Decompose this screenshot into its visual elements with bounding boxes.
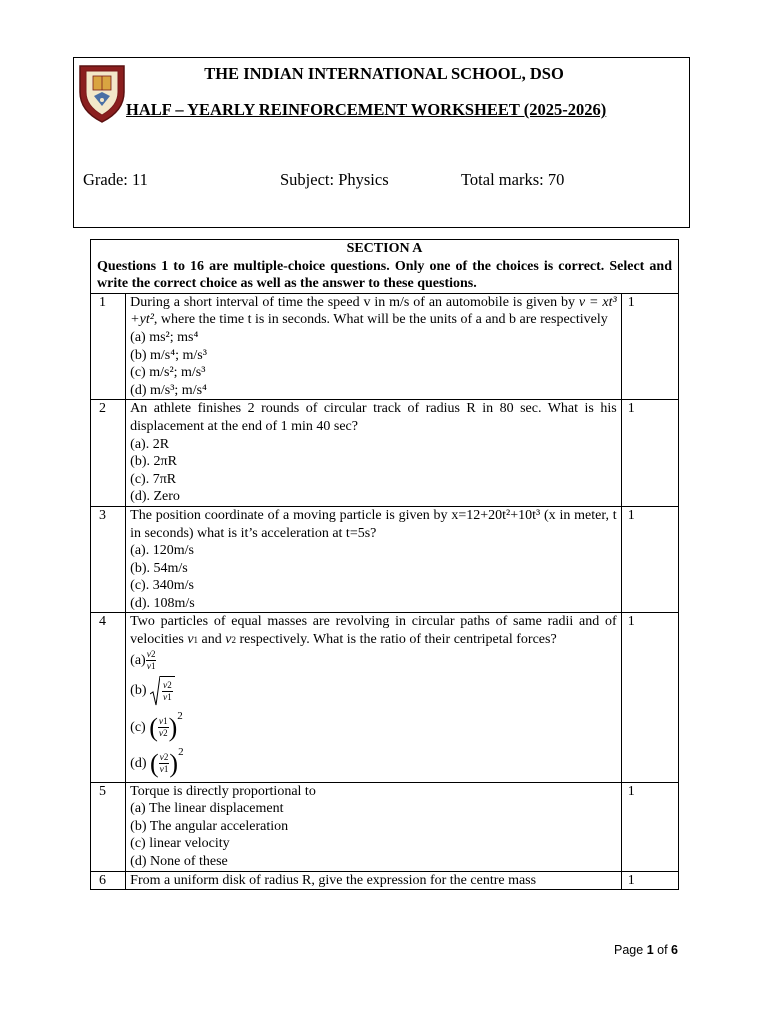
question-text: The position coordinate of a moving particle is given by x=12+20t²+10t³ (x in meter, t in seconds) what is it’s acceleration at t=5s? bbox=[130, 507, 617, 541]
sqrt-v2-v1: $\frac{v2}{v1}$ bbox=[150, 676, 175, 706]
velocity-1: v1 bbox=[187, 632, 199, 648]
question-marks: 1 bbox=[621, 613, 678, 782]
option: (c) linear velocity bbox=[130, 836, 230, 852]
question-marks: 1 bbox=[621, 782, 678, 871]
question-marks: 1 bbox=[621, 871, 678, 890]
table-row bbox=[91, 400, 679, 507]
table-row bbox=[91, 506, 679, 613]
option: (d). 108m/s bbox=[130, 595, 195, 611]
fraction-v1-v2: $\frac{v1}{v2}$ bbox=[158, 716, 168, 740]
grade-label: Grade: 11 bbox=[83, 170, 148, 189]
total-marks-label: Total marks: 70 bbox=[461, 170, 565, 189]
section-instructions: Questions 1 to 16 are multiple-choice questions. Only one of the choices is correct. Select and write the correct choice as well as the answer to these questions. bbox=[97, 258, 672, 292]
option: (d) ( $\frac{v2}{v1}$ ) 2 bbox=[130, 745, 184, 778]
table-row bbox=[91, 782, 679, 871]
question-marks: 1 bbox=[621, 293, 678, 400]
table-row bbox=[91, 871, 679, 890]
question-text: and bbox=[198, 632, 226, 648]
table-row bbox=[91, 293, 679, 400]
question-marks: 1 bbox=[621, 400, 678, 507]
option: (a) ms²; ms⁴ bbox=[130, 329, 199, 345]
subject-label: Subject: Physics bbox=[280, 170, 389, 189]
option: (c) ( $\frac{v1}{v2}$ ) 2 bbox=[130, 709, 183, 742]
question-text: , where the time t is in seconds. What will be the units of a and b are respectively bbox=[153, 312, 608, 328]
option: (b). 54m/s bbox=[130, 560, 188, 576]
question-text: From a uniform disk of radius R, give the expression for the centre mass bbox=[130, 872, 537, 888]
question-number: 6 bbox=[91, 871, 126, 890]
option: (c) m/s²; m/s³ bbox=[130, 365, 206, 381]
question-text: Two particles of equal masses are revolving in circular paths of same radii and of velocities bbox=[130, 614, 617, 648]
question-5 bbox=[126, 782, 622, 871]
velocity-2: v2 bbox=[225, 632, 236, 648]
option: (a). 2R bbox=[130, 436, 170, 452]
question-text: respectively. What is the ratio of their centripetal forces? bbox=[235, 632, 557, 648]
question-number: 3 bbox=[91, 506, 126, 613]
question-text: Torque is directly proportional to bbox=[130, 783, 316, 799]
question-formula: v = xt³ +yt² bbox=[130, 294, 617, 328]
option: (d) m/s³; m/s⁴ bbox=[130, 382, 207, 398]
option: (b) The angular acceleration bbox=[130, 818, 289, 834]
questions-table bbox=[90, 239, 679, 890]
page-number: Page 1 of 6 bbox=[614, 943, 678, 957]
question-text: An athlete finishes 2 rounds of circular track of radius R in 80 sec. What is his displacement at the end of 1 min 40 sec? bbox=[130, 401, 617, 434]
table-row bbox=[91, 613, 679, 782]
option: (c). 7πR bbox=[130, 471, 177, 487]
question-marks: 1 bbox=[621, 506, 678, 613]
question-number: 2 bbox=[91, 400, 126, 507]
section-title: SECTION A bbox=[346, 241, 423, 256]
question-4 bbox=[126, 613, 622, 782]
question-text: During a short interval of time the speed v in m/s of an automobile is given by bbox=[130, 294, 579, 310]
question-number: 1 bbox=[91, 293, 126, 400]
worksheet-title: HALF – YEARLY REINFORCEMENT WORKSHEET (2025-2026) bbox=[126, 100, 607, 119]
option: (b) m/s⁴; m/s³ bbox=[130, 347, 207, 363]
option: (a) $\frac{v2}{v1}$ bbox=[130, 649, 156, 673]
option: (d) None of these bbox=[130, 854, 228, 870]
school-name: THE INDIAN INTERNATIONAL SCHOOL, DSO bbox=[204, 64, 564, 83]
option: (a) The linear displacement bbox=[130, 801, 284, 817]
question-number: 5 bbox=[91, 782, 126, 871]
question-1 bbox=[126, 293, 622, 400]
question-2 bbox=[126, 400, 622, 507]
fraction-v2-v1: $\frac{v2}{v1}$ bbox=[146, 649, 156, 673]
option: (a). 120m/s bbox=[130, 543, 194, 559]
question-3 bbox=[126, 506, 622, 613]
fraction-v2-v1: $\frac{v2}{v1}$ bbox=[159, 752, 169, 776]
option: (b). 2πR bbox=[130, 454, 177, 470]
option: (c). 340m/s bbox=[130, 578, 194, 594]
section-header-row bbox=[91, 240, 679, 294]
question-6 bbox=[126, 871, 622, 890]
question-number: 4 bbox=[91, 613, 126, 782]
option: (d). Zero bbox=[130, 489, 180, 505]
option: (b) $\frac{v2}{v1}$ bbox=[130, 672, 617, 710]
